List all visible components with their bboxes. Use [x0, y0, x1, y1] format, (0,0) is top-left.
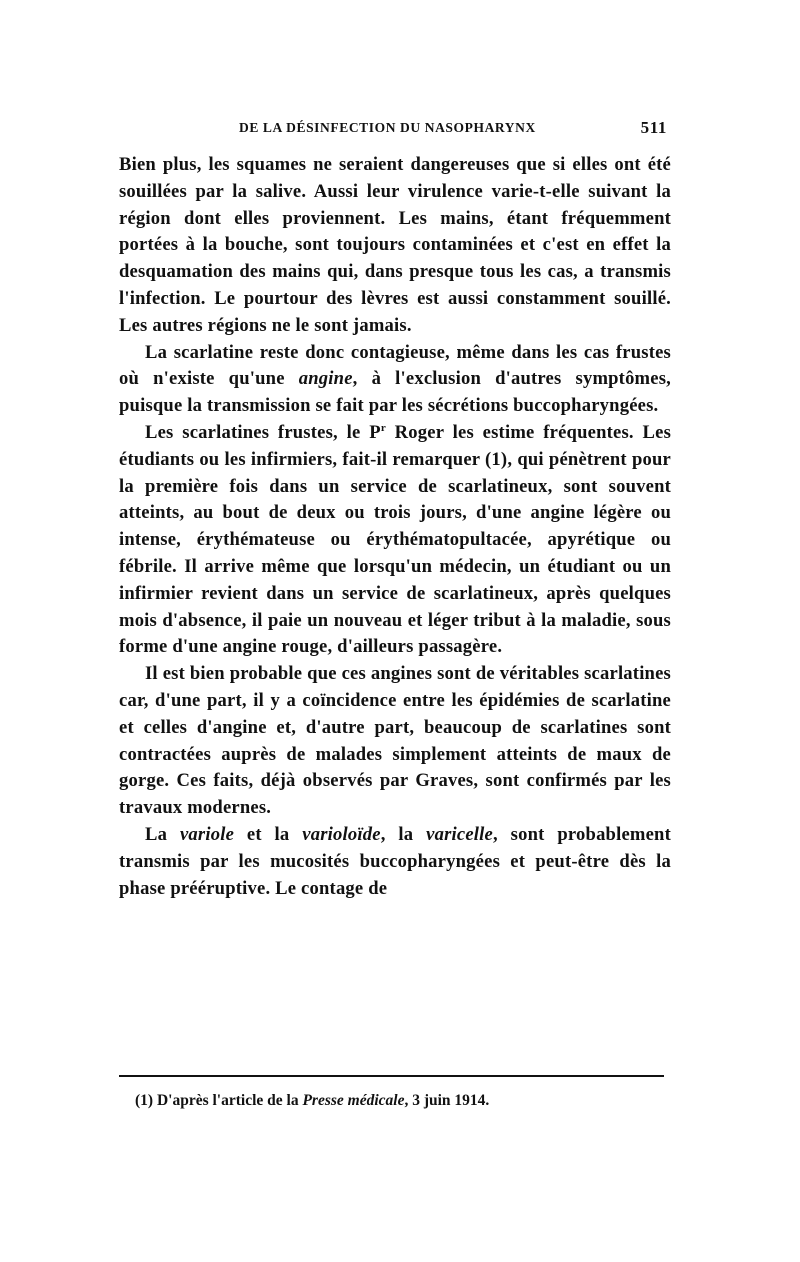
paragraph-5-text-d: , sont probablement transmis par les mucosités buccopharyngées et peut-être dès la phase prééruptive. Le contage de — [119, 823, 671, 899]
footnote-italic: Presse médicale — [302, 1092, 405, 1109]
paragraph-5-italic-3: varicelle — [426, 823, 493, 845]
paragraph-2-text-b: , à l'exclusion d'autres symptômes, puisque la transmission se fait par les sécrétions buccopharyngées. — [119, 368, 671, 417]
footnote-text-a: D'après l'article de la — [153, 1092, 303, 1109]
paragraph-1: Bien plus, les squames ne seraient dangereuses que si elles ont été souillées par la salive. Aussi leur virulence varie-t-elle suivant la région dont elles proviennent. Les mains, étant fréquemment portées à la bouche, sont toujours contaminées et c'est en effet la desquamation des mains qui, dans presque tous les cas, a transmis l'infection. Le pourtour des lèvres est aussi constamment souillé. Les autres régions ne le sont jamais. — [119, 154, 671, 336]
paragraph-5-text-b: et la — [234, 823, 303, 845]
book-page — [119, 112, 672, 1109]
footnote-divider — [119, 1075, 664, 1077]
footnote-text-b: , 3 juin 1914. — [404, 1092, 490, 1109]
page-number: 511 — [640, 118, 667, 137]
paragraph-5-text-c: , la — [380, 823, 427, 845]
paragraph-5-italic-1: variole — [179, 823, 235, 845]
footnote-marker: (1) — [135, 1092, 154, 1109]
paragraph-3-superscript: r — [380, 421, 386, 434]
paragraph-2-italic: angine — [298, 368, 353, 390]
paragraph-3-text-a: Les scarlatines frustes, le P — [145, 421, 381, 443]
paragraph-2 — [119, 340, 671, 420]
running-head — [119, 112, 671, 142]
paragraph-5-text-a: La — [145, 823, 180, 845]
paragraph-4: Il est bien probable que ces angines sont de véritables scarlatines car, d'une part, il y a coïncidence entre les épidémies de scarlatine et celles d'angine et, d'autre part, beaucoup de scarlatines sont contractées auprès de malades simplement atteints de maux de gorge. Ces faits, déjà observés par Graves, sont confirmés par les travaux modernes. — [119, 663, 671, 819]
paragraph-3-text-b: Roger les estime fréquentes. Les étudiants ou les infirmiers, fait-il remarquer (1), qui pénètrent pour la première fois dans un service de scarlatineux, sont souvent atteints, au bout de deux ou trois jours, d'une angine légère ou intense, érythémateuse ou érythématopultacée, apyrétique ou fébrile. Il arrive même que lorsqu'un médecin, un étudiant ou un infirmier revient dans un service de scarlatineux, après quelques mois d'absence, il paie un nouveau et léger tribut à la maladie, sous forme d'une angine rouge, d'ailleurs passagère. — [119, 421, 672, 658]
running-title: DE LA DÉSINFECTION DU NASOPHARYNX — [239, 120, 536, 135]
paragraph-5-italic-2: varioloïde — [302, 823, 381, 845]
footnote — [135, 1092, 489, 1110]
paragraph-3 — [119, 420, 671, 661]
paragraph-5 — [119, 822, 671, 902]
body-text — [119, 152, 671, 902]
paragraph-2-text-a: La scarlatine reste donc contagieuse, même dans les cas frustes où n'existe qu'une — [119, 341, 671, 390]
